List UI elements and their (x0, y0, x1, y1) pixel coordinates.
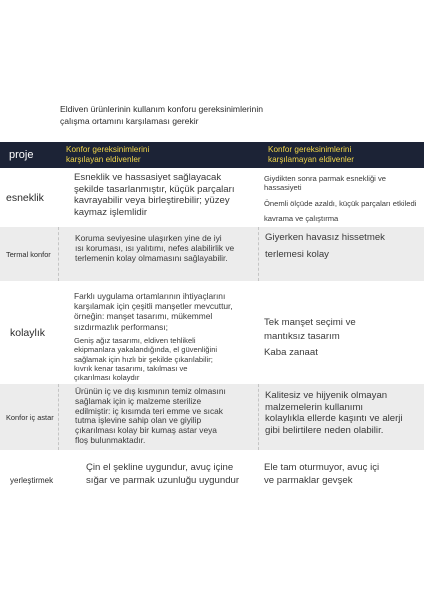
row-good (58, 384, 258, 450)
row-bad-line: Giyerken havasız hissetmek (265, 232, 385, 243)
table-header (0, 142, 424, 168)
row-good-line: sızdırmazlık performansı; (74, 321, 169, 332)
row-bad-line: Kalitesiz ve hijyenik olmayan (265, 390, 388, 401)
table-row (0, 450, 424, 528)
row-good-line: edilmiştir: iç kısımda teri emme ve sıcak (75, 405, 223, 416)
table-row (0, 227, 424, 281)
header-bad (258, 142, 424, 168)
row-project: Konfor iç astar (6, 412, 54, 422)
row-good-line: Koruma seviyesine ulaşırken yine de iyi (75, 233, 222, 243)
row-bad-line: mantıksız tasarım (264, 330, 340, 342)
row-good-line: sığar ve parmak uzunluğu uygundur (86, 474, 240, 486)
row-bad (258, 168, 424, 227)
row-bad-line: terlemesi kolay (265, 248, 329, 260)
row-bad-line: Ele tam oturmuyor, avuç içi (264, 462, 380, 473)
row-bad-line: gibi belirtilere neden olabilir. (265, 424, 384, 436)
row-good-line: Esneklik ve hassasiyet sağlayacak (74, 172, 222, 183)
comfort-table (0, 142, 424, 528)
row-good-line: çıkarılması kolay bir kumaş astar veya (75, 425, 217, 436)
row-good-line: sağlamak için hızlı bir şekilde çıkarılabilir; (74, 354, 213, 364)
row-good-line: ısı koruması, ısı yalıtımı, nefes alabilirlik ve (75, 243, 235, 254)
row-good-line: örneğin: manşet tasarımı, mükemmel (74, 311, 213, 322)
row-bad-line: Kaba zanaat (264, 347, 318, 358)
row-bad-line: Giydikten sonra parmak esnekliği ve hassasiyeti (264, 174, 386, 193)
row-bad-line: Önemli ölçüde azaldı, küçük parçaları etkiledi (264, 198, 417, 208)
table-row (0, 168, 424, 227)
row-bad (258, 281, 424, 384)
row-good-line: Geniş ağız tasarımı, eldiven tehlikeli (74, 335, 196, 345)
intro-line-2: çalışma ortamını karşılaması gerekir (60, 115, 199, 126)
row-good-line: kavrayabilir veya birleştirebilir; yüzey (74, 195, 230, 206)
row-bad-line: kolaylıkla ellerde kaşıntı ve alerji (265, 413, 403, 424)
row-good-line: sağlamak için iç malzeme sterilize (75, 395, 202, 406)
row-good-line: şekilde tasarlanmıştır, küçük parçaları (74, 183, 235, 195)
row-good-line: tutma işlevine sahip olan ve giyilip (75, 415, 202, 426)
row-good-line: kıvrık kenar tasarımı, takılması ve (74, 364, 188, 374)
row-bad-line: Tek manşet seçimi ve (264, 317, 356, 328)
header-project: proje (0, 142, 58, 168)
header-good-line-1: Konfor gereksinimlerini (66, 145, 150, 154)
table-row (0, 281, 424, 384)
row-good-line: Farklı uygulama ortamlarının ihtiyaçlarını (74, 291, 226, 301)
row-project: yerleştirmek (10, 476, 54, 485)
row-bad (258, 227, 424, 281)
row-bad (258, 450, 424, 528)
row-good-line: terlemenin kolay olmamasını sağlayabilir. (75, 253, 228, 264)
row-good (58, 227, 258, 281)
row-good-line: kaymaz işlemlidir (74, 206, 148, 218)
row-bad (258, 384, 424, 450)
row-project: kolaylık (10, 326, 46, 339)
table-row (0, 384, 424, 450)
row-good-line: floş bulunmaktadır. (75, 434, 146, 445)
row-good-line: Çin el şekline uygundur, avuç içine (86, 462, 234, 473)
row-good-line: Ürünün iç ve dış kısmının temiz olmasını (75, 386, 226, 396)
row-project: esneklik (6, 191, 44, 204)
row-bad-line: malzemelerin kullanımı (265, 401, 364, 413)
row-good (58, 450, 258, 528)
row-good-line: çıkarılması kolaydır (74, 373, 140, 383)
header-bad-line-1: Konfor gereksinimlerini (268, 145, 352, 154)
intro-line-1: Eldiven ürünlerinin kullanım konforu gereksinimlerinin (60, 104, 264, 114)
header-bad-line-2: karşılamayan eldivenler (268, 154, 355, 164)
row-bad-line: ve parmaklar gevşek (264, 474, 353, 486)
row-project: Termal konfor (6, 249, 51, 259)
row-good (58, 168, 258, 227)
intro-text (60, 104, 360, 127)
row-good (58, 281, 258, 384)
header-good (58, 142, 258, 168)
row-good-line: karşılamak için çeşitli manşetler mevcuttur, (74, 301, 233, 312)
row-good-line: ekipmanlara yakalandığında, el güvenliğini (74, 345, 218, 355)
row-bad-line: kavrama ve çalıştırma (264, 214, 339, 224)
header-good-line-2: karşılayan eldivenler (66, 154, 141, 164)
